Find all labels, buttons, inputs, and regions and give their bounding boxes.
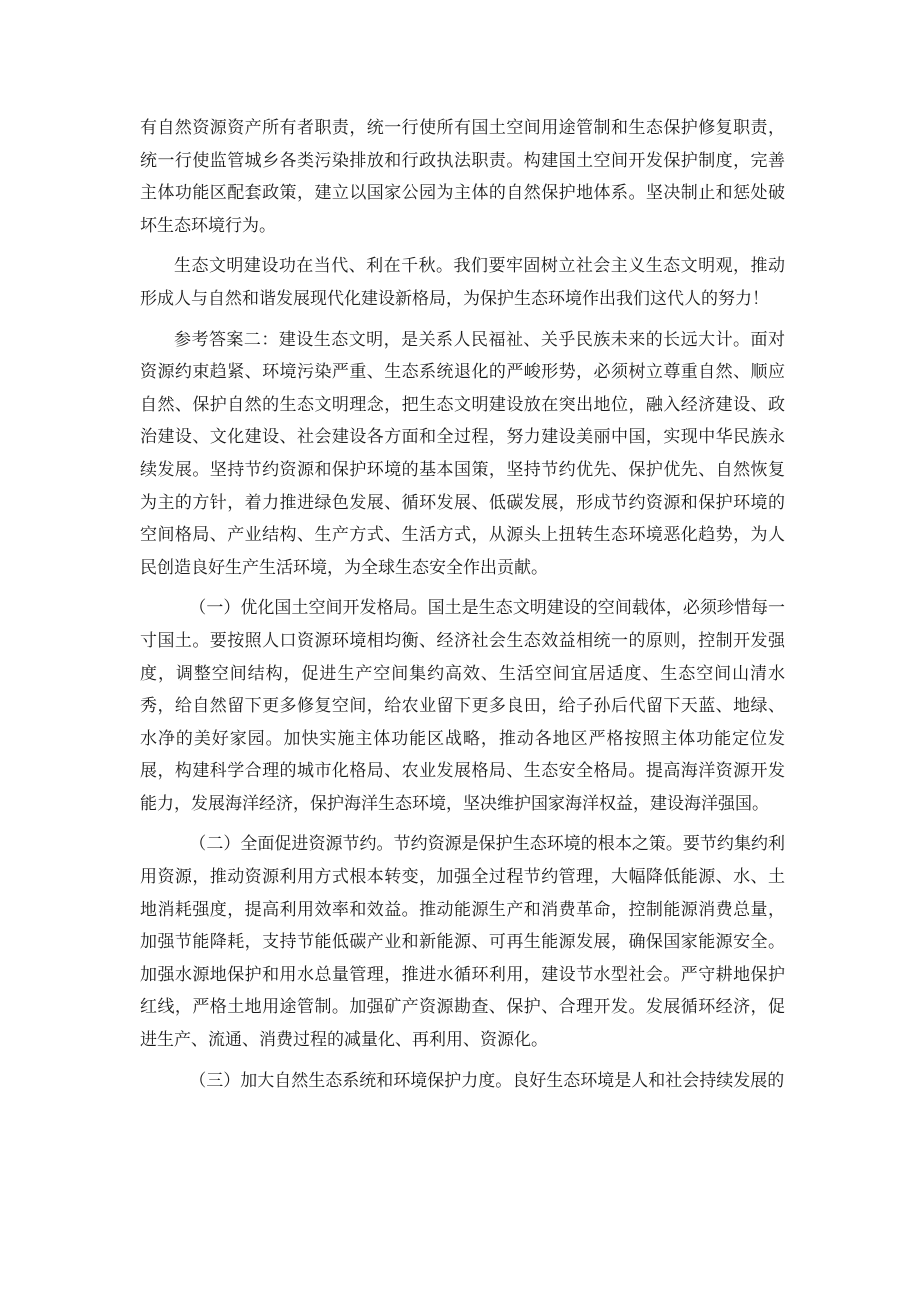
paragraph-section-two: （二）全面促进资源节约。节约资源是保护生态环境的根本之策。要节约集约利用资源，推动资源利用方式根本转变，加强全过程节约管理，大幅降低能源、水、土地消耗强度，提高利用效率和效益。推动能源生产和消费革命，控制能源消费总量，加强节能降耗，支持节能低碳产业和新能源、可再生能源发展，确保国家能源安全。加强水源地保护和用水总量管理，推进水循环利用，建设节水型社会。严守耕地保护红线，严格土地用途管制。加强矿产资源勘查、保护、合理开发。发展循环经济，促进生产、流通、消费过程的减量化、再利用、资源化。: [140, 834, 785, 1051]
document-body: [140, 112, 785, 1105]
paragraph-section-three: （三）加大自然生态系统和环境保护力度。良好生态环境是人和社会持续发展的: [189, 1070, 785, 1091]
paragraph-reference-answer-two: 参考答案二：建设生态文明，是关系人民福祉、关乎民族未来的长远大计。面对资源约束趋紧、环境污染严重、生态系统退化的严峻形势，必须树立尊重自然、顺应自然、保护自然的生态文明理念，把生态文明建设放在突出地位，融入经济建设、政治建设、文化建设、社会建设各方面和全过程，努力建设美丽中国，实现中华民族永续发展。坚持节约资源和保护环境的基本国策，坚持节约优先、保护优先、自然恢复为主的方针，着力推进绿色发展、循环发展、低碳发展，形成节约资源和保护环境的空间格局、产业结构、生产方式、生活方式，从源头上扭转生态环境恶化趋势，为人民创造良好生产生活环境，为全球生态安全作出贡献。: [140, 329, 785, 578]
paragraph-section-one: （一）优化国土空间开发格局。国土是生态文明建设的空间载体，必须珍惜每一寸国土。要按照人口资源环境相均衡、经济社会生态效益相统一的原则，控制开发强度，调整空间结构，促进生产空间集约高效、生活空间宜居适度、生态空间山清水秀，给自然留下更多修复空间，给农业留下更多良田，给子孙后代留下天蓝、地绿、水净的美好家园。加快实施主体功能区战略，推动各地区严格按照主体功能定位发展，构建科学合理的城市化格局、农业发展格局、生态安全格局。提高海洋资源开发能力，发展海洋经济，保护海洋生态环境，坚决维护国家海洋权益，建设海洋强国。: [140, 598, 785, 814]
paragraph-ecological-civilization: 生态文明建设功在当代、利在千秋。我们要牢固树立社会主义生态文明观，推动形成人与自然和谐发展现代化建设新格局，为保护生态环境作出我们这代人的努力！: [140, 256, 785, 309]
paragraph-continuation: 有自然资源资产所有者职责，统一行使所有国土空间用途管制和生态保护修复职责，统一行使监管城乡各类污染排放和行政执法职责。构建国土空间开发保护制度，完善主体功能区配套政策，建立以国家公园为主体的自然保护地体系。坚决制止和惩处破坏生态环境行为。: [140, 118, 785, 236]
